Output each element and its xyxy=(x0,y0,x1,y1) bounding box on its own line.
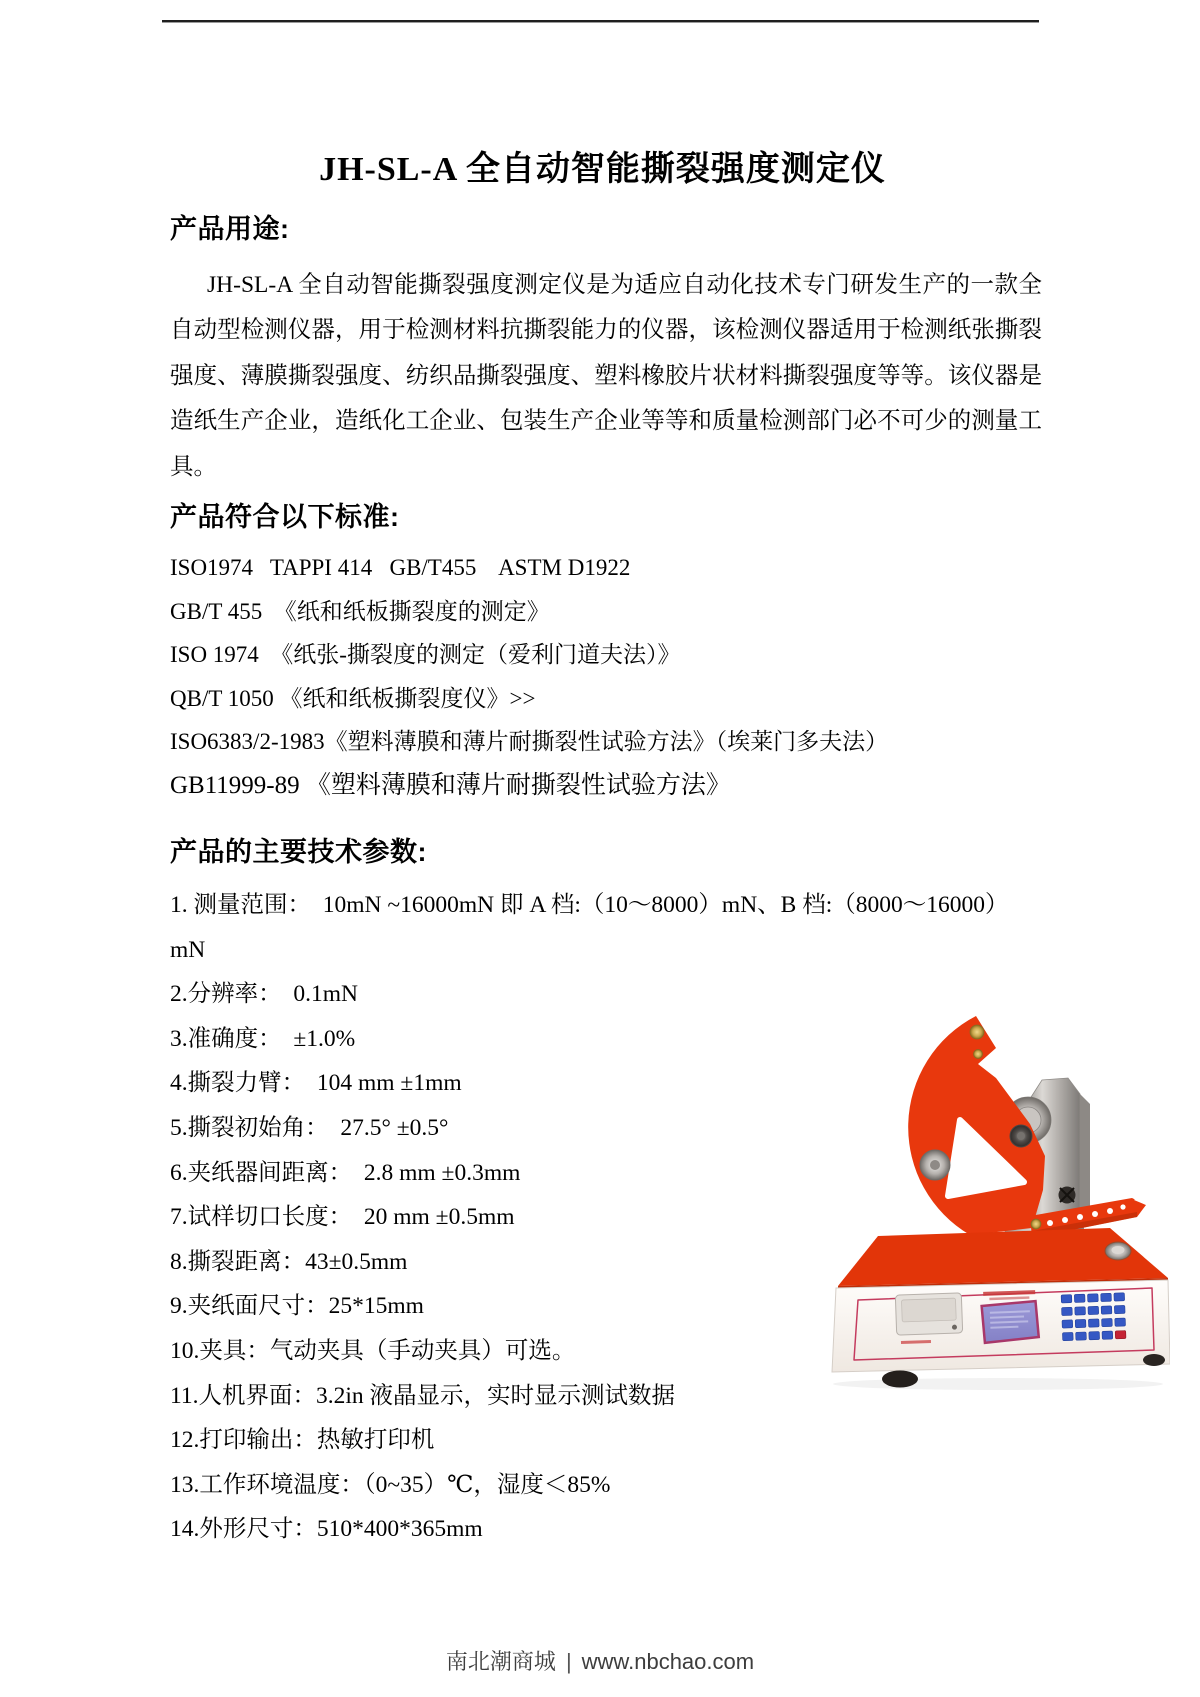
section-heading-parameters: 产品的主要技术参数: xyxy=(170,837,427,867)
pendulum-screw xyxy=(974,1050,983,1059)
header-rule xyxy=(162,20,1039,23)
standard-item: GB11999-89 《塑料薄膜和薄片耐撕裂性试验方法》 xyxy=(170,771,731,799)
parameter-item: 14.外形尺寸：510*400*365mm xyxy=(170,1516,483,1543)
parameter-item: mN xyxy=(170,936,206,963)
parameter-item: 7.试样切口长度： 20 mm ±0.5mm xyxy=(170,1204,515,1231)
page-footer xyxy=(0,1645,1200,1676)
standard-item: QB/T 1050 《纸和纸板撕裂度仪》>> xyxy=(170,685,536,711)
parameter-item: 5.撕裂初始角： 27.5° ±0.5° xyxy=(170,1114,449,1141)
parameter-item: 1. 测量范围： 10mN ~16000mN 即 A 档:（10～8000）mN、B 档:（8000～16000） xyxy=(170,892,1009,918)
parameter-item: 3.准确度： ±1.0% xyxy=(170,1025,356,1052)
standards-list xyxy=(170,546,1050,808)
standard-item: GB/T 455 《纸和纸板撕裂度的测定》 xyxy=(170,598,550,624)
parameter-item: 11.人机界面：3.2in 液晶显示，实时显示测试数据 xyxy=(170,1382,676,1409)
footer-separator: | xyxy=(565,1649,572,1674)
parameter-item: 12.打印输出：热敏打印机 xyxy=(170,1427,435,1454)
section-heading-standards: 产品符合以下标准: xyxy=(170,502,400,532)
standard-item: ISO6383/2-1983《塑料薄膜和薄片耐撕裂性试验方法》（埃莱门多夫法） xyxy=(170,729,889,755)
parameter-item: 13.工作环境温度：（0~35）℃，湿度＜85% xyxy=(170,1471,611,1498)
parameter-item: 9.夹纸面尺寸：25*15mm xyxy=(170,1293,424,1320)
left-foot xyxy=(882,1371,918,1388)
parameter-item: 4.撕裂力臂： 104 mm ±1mm xyxy=(170,1070,462,1097)
instrument-base xyxy=(832,1228,1170,1388)
parameter-item: 10.夹具：气动夹具（手动夹具）可选。 xyxy=(170,1337,576,1364)
tear-strength-tester-photo xyxy=(778,928,1170,1393)
standard-item: ISO 1974 《纸张-撕裂度的测定（爱利门道夫法）》 xyxy=(170,642,681,668)
right-foot xyxy=(1143,1354,1165,1366)
standard-item: ISO1974 TAPPI 414 GB/T455 ASTM D1922 xyxy=(170,555,631,580)
pendulum-sector xyxy=(908,1016,1045,1235)
parameter-item: 6.夹纸器间距离： 2.8 mm ±0.3mm xyxy=(170,1159,521,1186)
parameter-item: 2.分辨率： 0.1mN xyxy=(170,981,358,1008)
footer-url: www.nbchao.com xyxy=(581,1649,755,1674)
usage-paragraph: JH‐SL-A 全自动智能撕裂强度测定仪是为适应自动化技术专门研发生产的一款全自动型检测仪器，用于检测材料抗撕裂能力的仪器，该检测仪器适用于检测纸张撕裂强度、薄膜撕裂强度、纺织品撕裂强度、塑料橡胶片状材料撕裂强度等等。该仪器是造纸生产企业，造纸化工企业、包装生产企业等等和质量检测部门必不可少的测量工具。 xyxy=(170,272,1042,480)
pendulum-screw xyxy=(970,1025,984,1039)
section-heading-usage: 产品用途: xyxy=(170,214,290,244)
page-title: JH‐SL-A 全自动智能撕裂强度测定仪 xyxy=(319,151,886,188)
footer-site-name: 南北潮商城 xyxy=(445,1649,556,1674)
red-key xyxy=(1115,1331,1126,1339)
parameter-item: 8.撕裂距离：43±0.5mm xyxy=(170,1248,408,1275)
